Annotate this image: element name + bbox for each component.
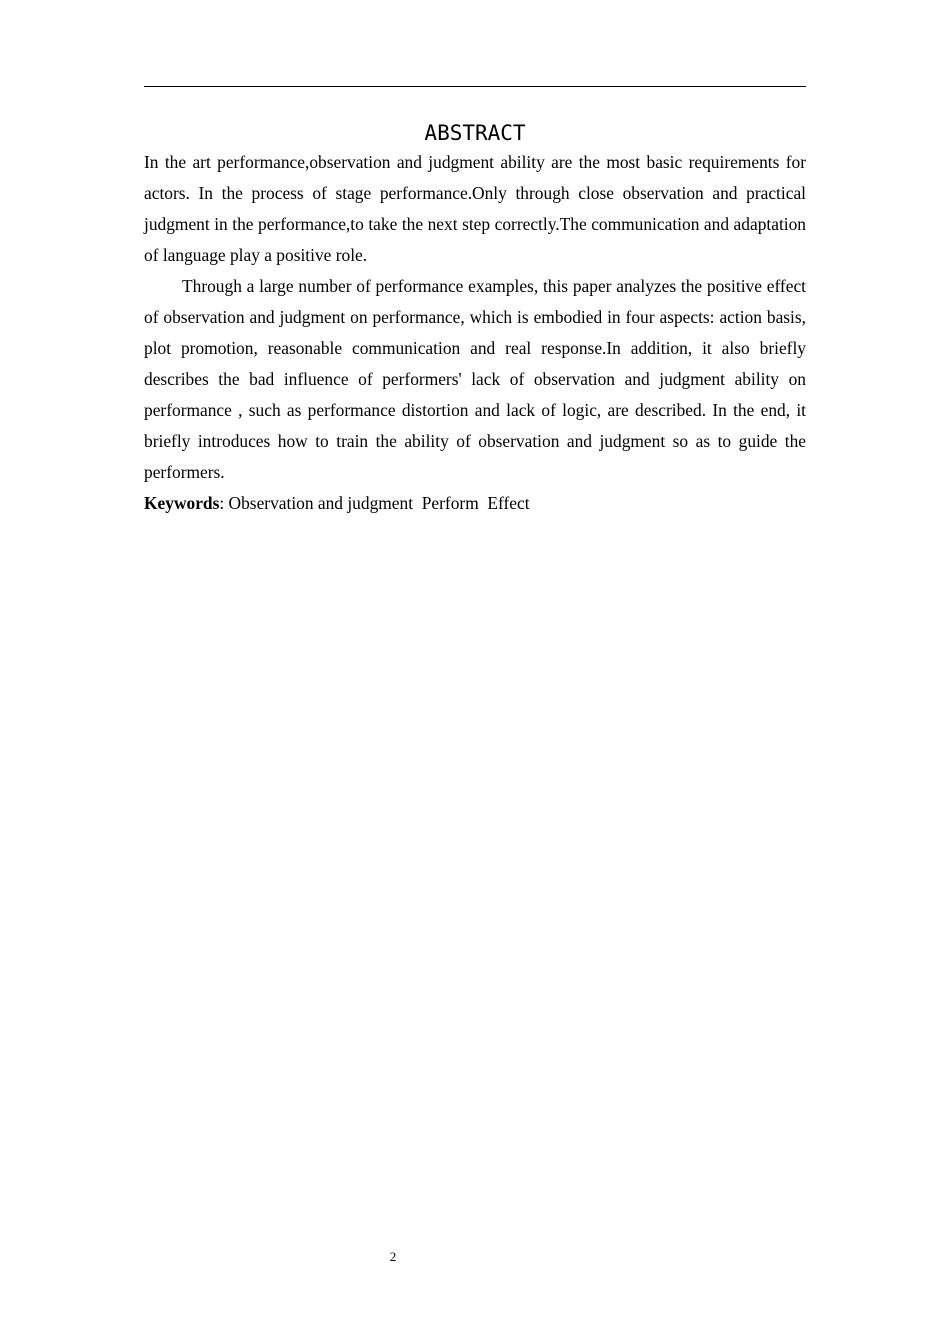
page-number: 2 [389,1249,397,1264]
keywords-line [144,488,806,519]
abstract-paragraph-1: In the art performance,observation and judgment ability are the most basic requirements for actors. In the process of stage performance.Only through close observation and practical judgment in the performance,to take the next step correctly.The communication and adaptation of language play a positive role. [144,152,806,265]
abstract-paragraph-2: Through a large number of performance examples, this paper analyzes the positive effect of observation and judgment on performance, which is embodied in four aspects: action basis, plot promotion, reasonable communication and real response.In addition, it also briefly describes the bad influence of performers' lack of observation and judgment ability on performance , such as performance distortion and lack of logic, are described. In the end, it briefly introduces how to train the ability of observation and judgment so as to guide the performers. [144,276,806,482]
keywords-values: Observation and judgment Perform Effect [228,493,530,513]
keywords-label: Keywords [144,493,220,513]
abstract-body [144,147,806,519]
keywords-separator: : [219,493,229,513]
header-rule [144,86,806,87]
abstract-title: ABSTRACT [424,121,526,145]
